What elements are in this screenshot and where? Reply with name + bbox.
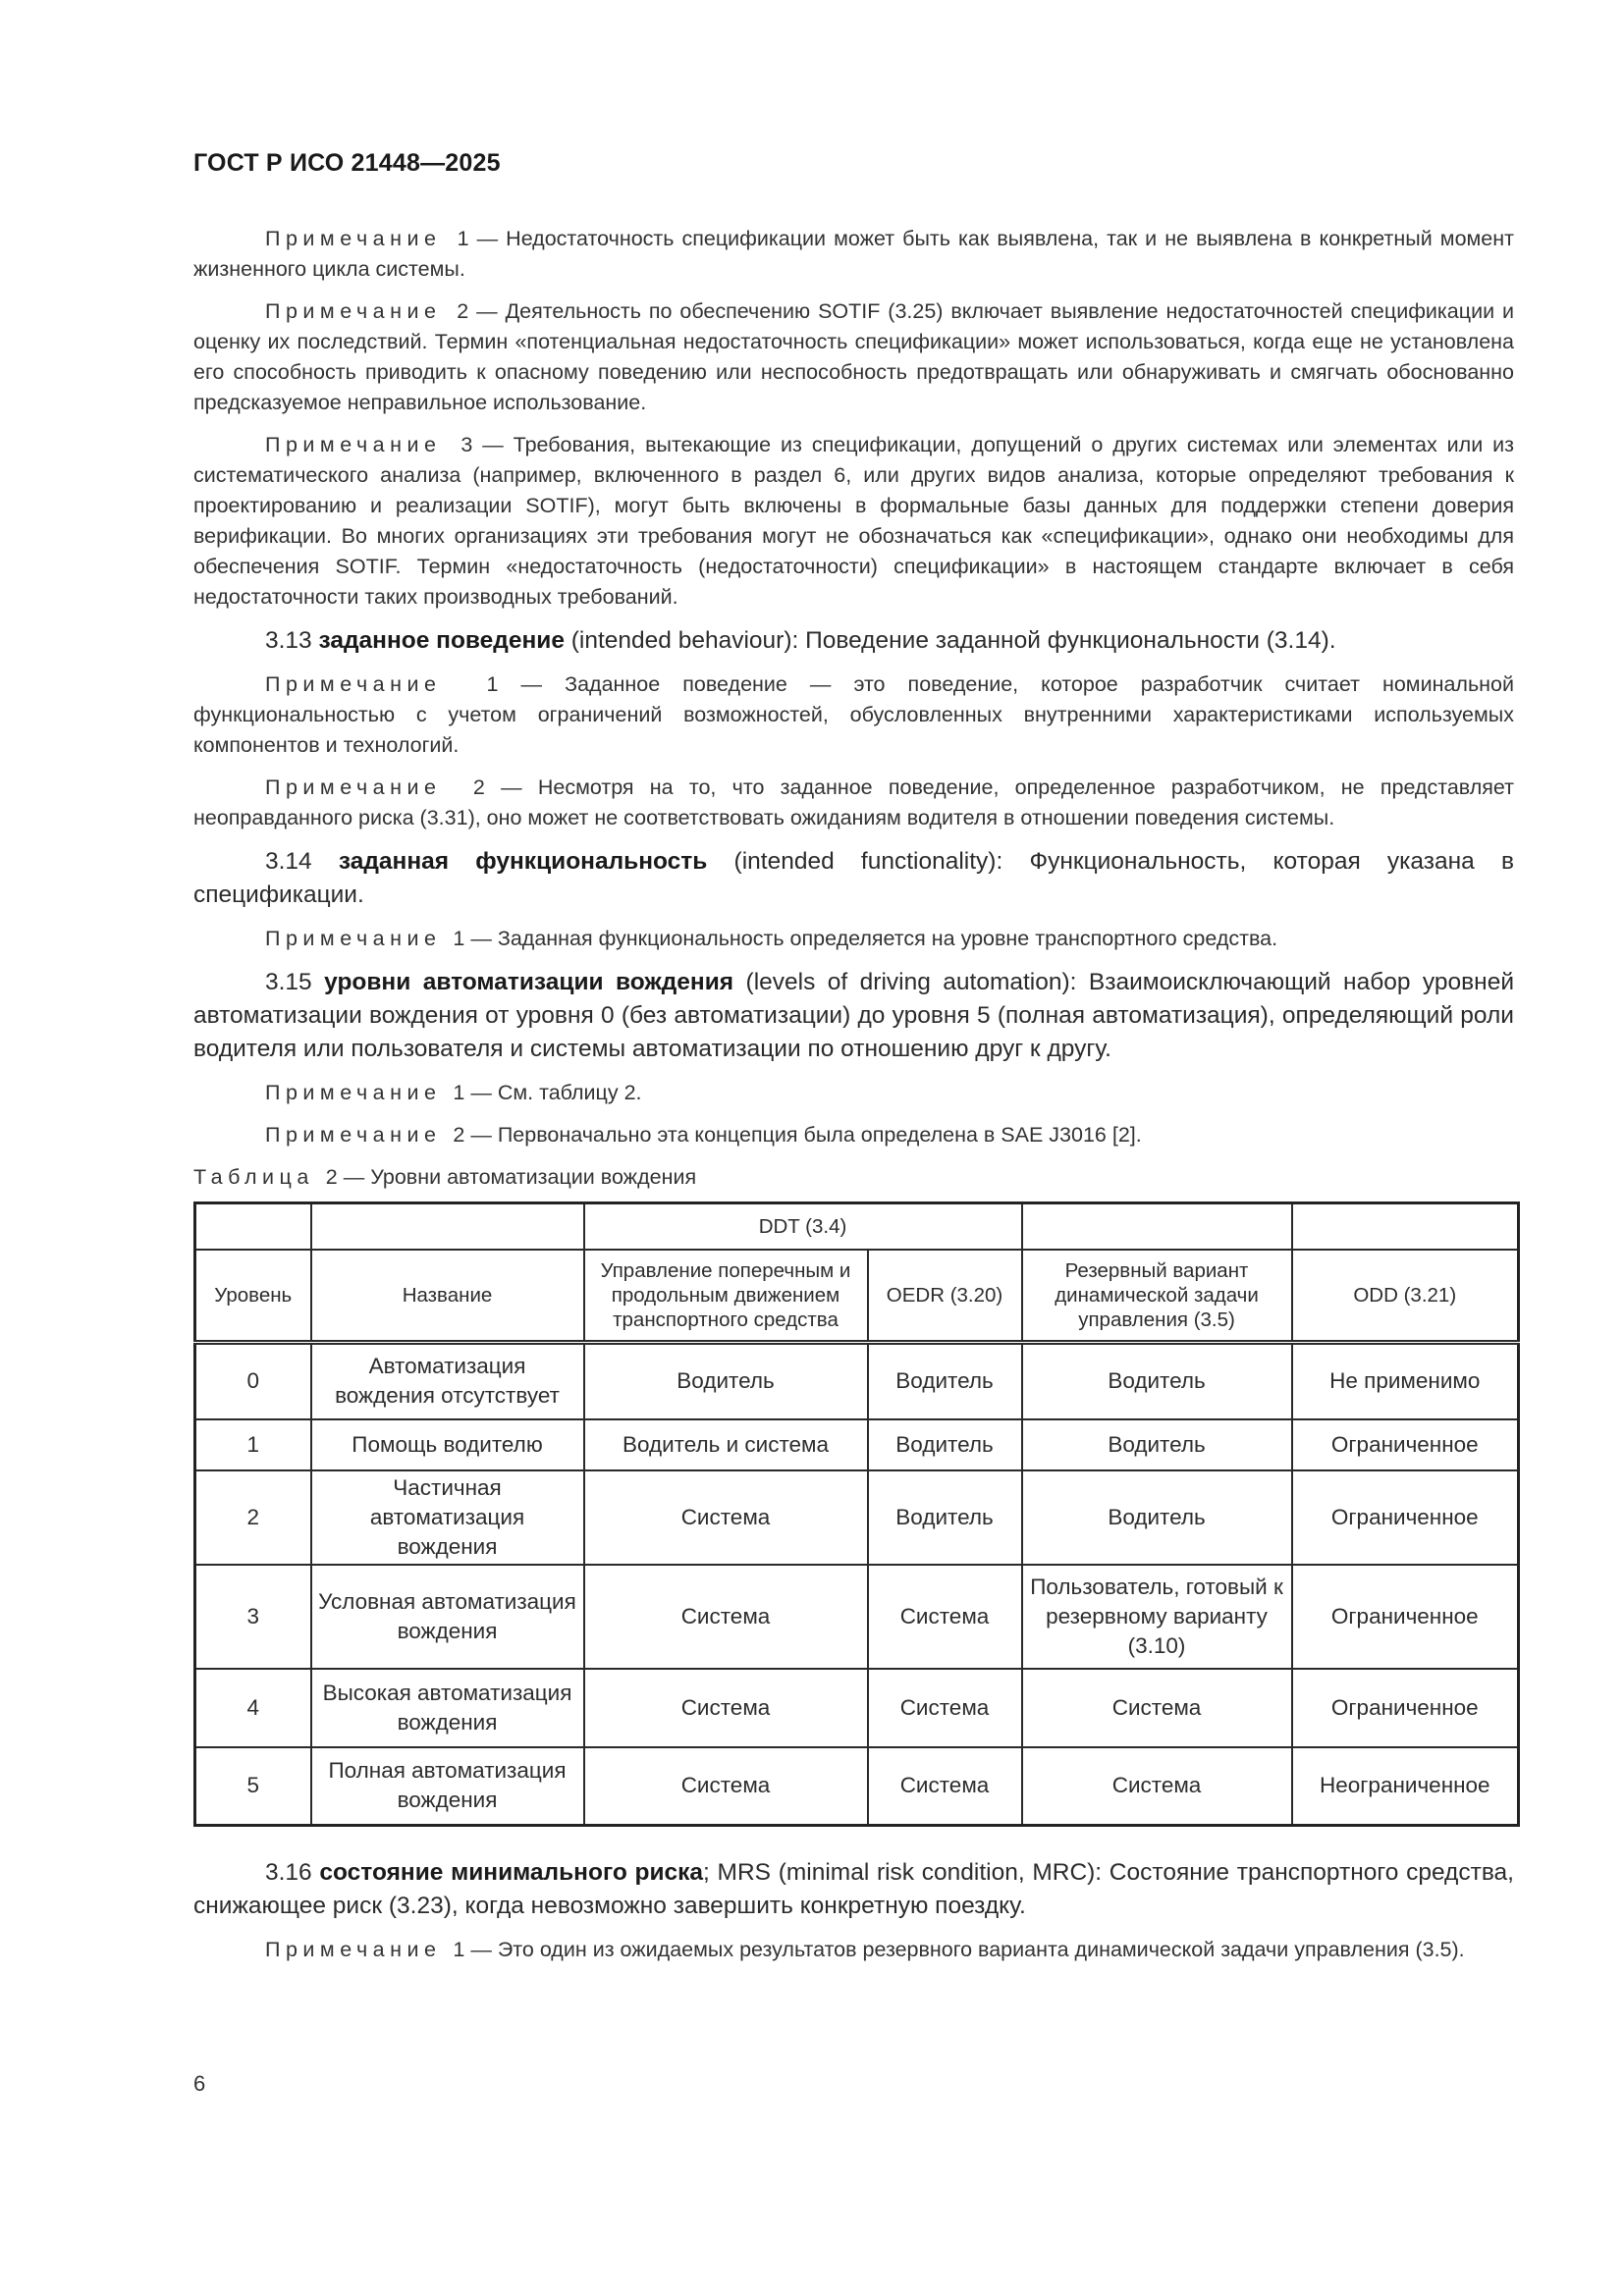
term-3-16-note-1: Примечание 1 — Это один из ожидаемых результатов резервного варианта динамической задачи управления (3.5). <box>265 1938 1465 1961</box>
ddt-group-header: DDT (3.4) <box>584 1203 1022 1250</box>
note-1: Примечание 1 — Недостаточность спецификации может быть как выявлена, так и не выявлена в конкретный момент жизненного цикла системы. <box>193 227 1514 281</box>
automation-levels-table <box>193 1201 1520 1827</box>
page-number: 6 <box>193 2071 206 2096</box>
document-body <box>193 224 1514 1977</box>
term-3-13: 3.13 заданное поведение (intended behaviour): Поведение заданной функциональности (3.14). <box>265 627 1336 654</box>
col-header-motion-control: Управление поперечным и продольным движением транспортного средства <box>584 1250 868 1343</box>
col-header-name: Название <box>311 1250 584 1343</box>
table-row: 5 Полная автоматизация вождения Система Система Система Неограниченное <box>195 1747 1519 1826</box>
col-header-fallback: Резервный вариант динамической задачи управления (3.5) <box>1022 1250 1292 1343</box>
term-title: заданная функциональность <box>338 848 708 875</box>
term-title: заданное поведение <box>318 627 565 654</box>
term-3-14: 3.14 заданная функциональность (intended functionality): Функциональность, которая указана в спецификации. <box>193 848 1515 908</box>
col-header-oedr: OEDR (3.20) <box>868 1250 1022 1343</box>
col-header-odd: ODD (3.21) <box>1292 1250 1519 1343</box>
term-3-14-note-1: Примечание 1 — Заданная функциональность определяется на уровне транспортного средства. <box>265 927 1278 950</box>
term-title: состояние минимального риска <box>319 1859 704 1886</box>
table-row: 4 Высокая автоматизация вождения Система Система Система Ограниченное <box>195 1669 1519 1747</box>
table-header-row-group <box>195 1203 1519 1250</box>
document-header: ГОСТ Р ИСО 21448—2025 <box>193 149 501 177</box>
term-3-15-note-1: Примечание 1 — См. таблицу 2. <box>265 1081 642 1104</box>
table-row: 0 Автоматизация вождения отсутствует Водитель Водитель Водитель Не применимо <box>195 1343 1519 1419</box>
col-header-level: Уровень <box>195 1250 311 1343</box>
term-3-13-note-1: Примечание 1 — Заданное поведение — это поведение, которое разработчик считает номинальной функциональностью с учетом ограничений возможностей, обусловленных внутренними характеристиками используемых компонентов и технологий. <box>193 672 1514 757</box>
note-3: Примечание 3 — Требования, вытекающие из спецификации, допущений о других системах или элементах или из систематического анализа (например, включенного в раздел 6, или других видов анализа, которые определяют требования к проектированию и реализации SOTIF), могут быть включены в формальные базы данных для поддержки степени доверия верификации. Во многих организациях эти требования могут не обозначаться как «спецификации», однако они необходимы для обеспечения SOTIF. Термин «недостаточность (недостаточности) спецификации» в настоящем стандарте включает в себя недостаточности таких производных требований. <box>193 433 1515 609</box>
table-caption: Таблица 2 — Уровни автоматизации вождения <box>193 1165 697 1189</box>
table-row: 1 Помощь водителю Водитель и система Водитель Водитель Ограниченное <box>195 1419 1519 1470</box>
term-3-15: 3.15 уровни автоматизации вождения (levels of driving automation): Взаимоисключающий набор уровней автоматизации вождения от уровня 0 (без автоматизации) до уровня 5 (полная автоматизация), определяющий роли водителя или пользователя и системы автоматизации по отношению друг к другу. <box>193 969 1515 1062</box>
table-row: 2 Частичная автоматизация вождения Система Водитель Водитель Ограниченное <box>195 1470 1519 1565</box>
note-2: Примечание 2 — Деятельность по обеспечению SOTIF (3.25) включает выявление недостаточностей спецификации и оценку их последствий. Термин «потенциальная недостаточность спецификации» может использоваться, когда еще не установлена его способность приводить к опасному поведению или неспособность предотвращать или обнаруживать и смягчать обоснованно предсказуемое неправильное использование. <box>193 299 1515 414</box>
table-header-row <box>195 1250 1519 1343</box>
term-3-16: 3.16 состояние минимального риска; MRS (minimal risk condition, MRC): Состояние транспортного средства, снижающее риск (3.23), когда невозможно завершить конкретную поездку. <box>193 1859 1514 1919</box>
term-3-15-note-2: Примечание 2 — Первоначально эта концепция была определена в SAE J3016 [2]. <box>265 1123 1142 1147</box>
term-3-13-note-2: Примечание 2 — Несмотря на то, что заданное поведение, определенное разработчиком, не представляет неоправданного риска (3.31), оно может не соответствовать ожиданиям водителя в отношении поведения системы. <box>193 775 1514 829</box>
term-title: уровни автоматизации вождения <box>324 969 734 995</box>
table-row: 3 Условная автоматизация вождения Система Система Пользователь, готовый к резервному варианту (3.10) Ограниченное <box>195 1565 1519 1669</box>
